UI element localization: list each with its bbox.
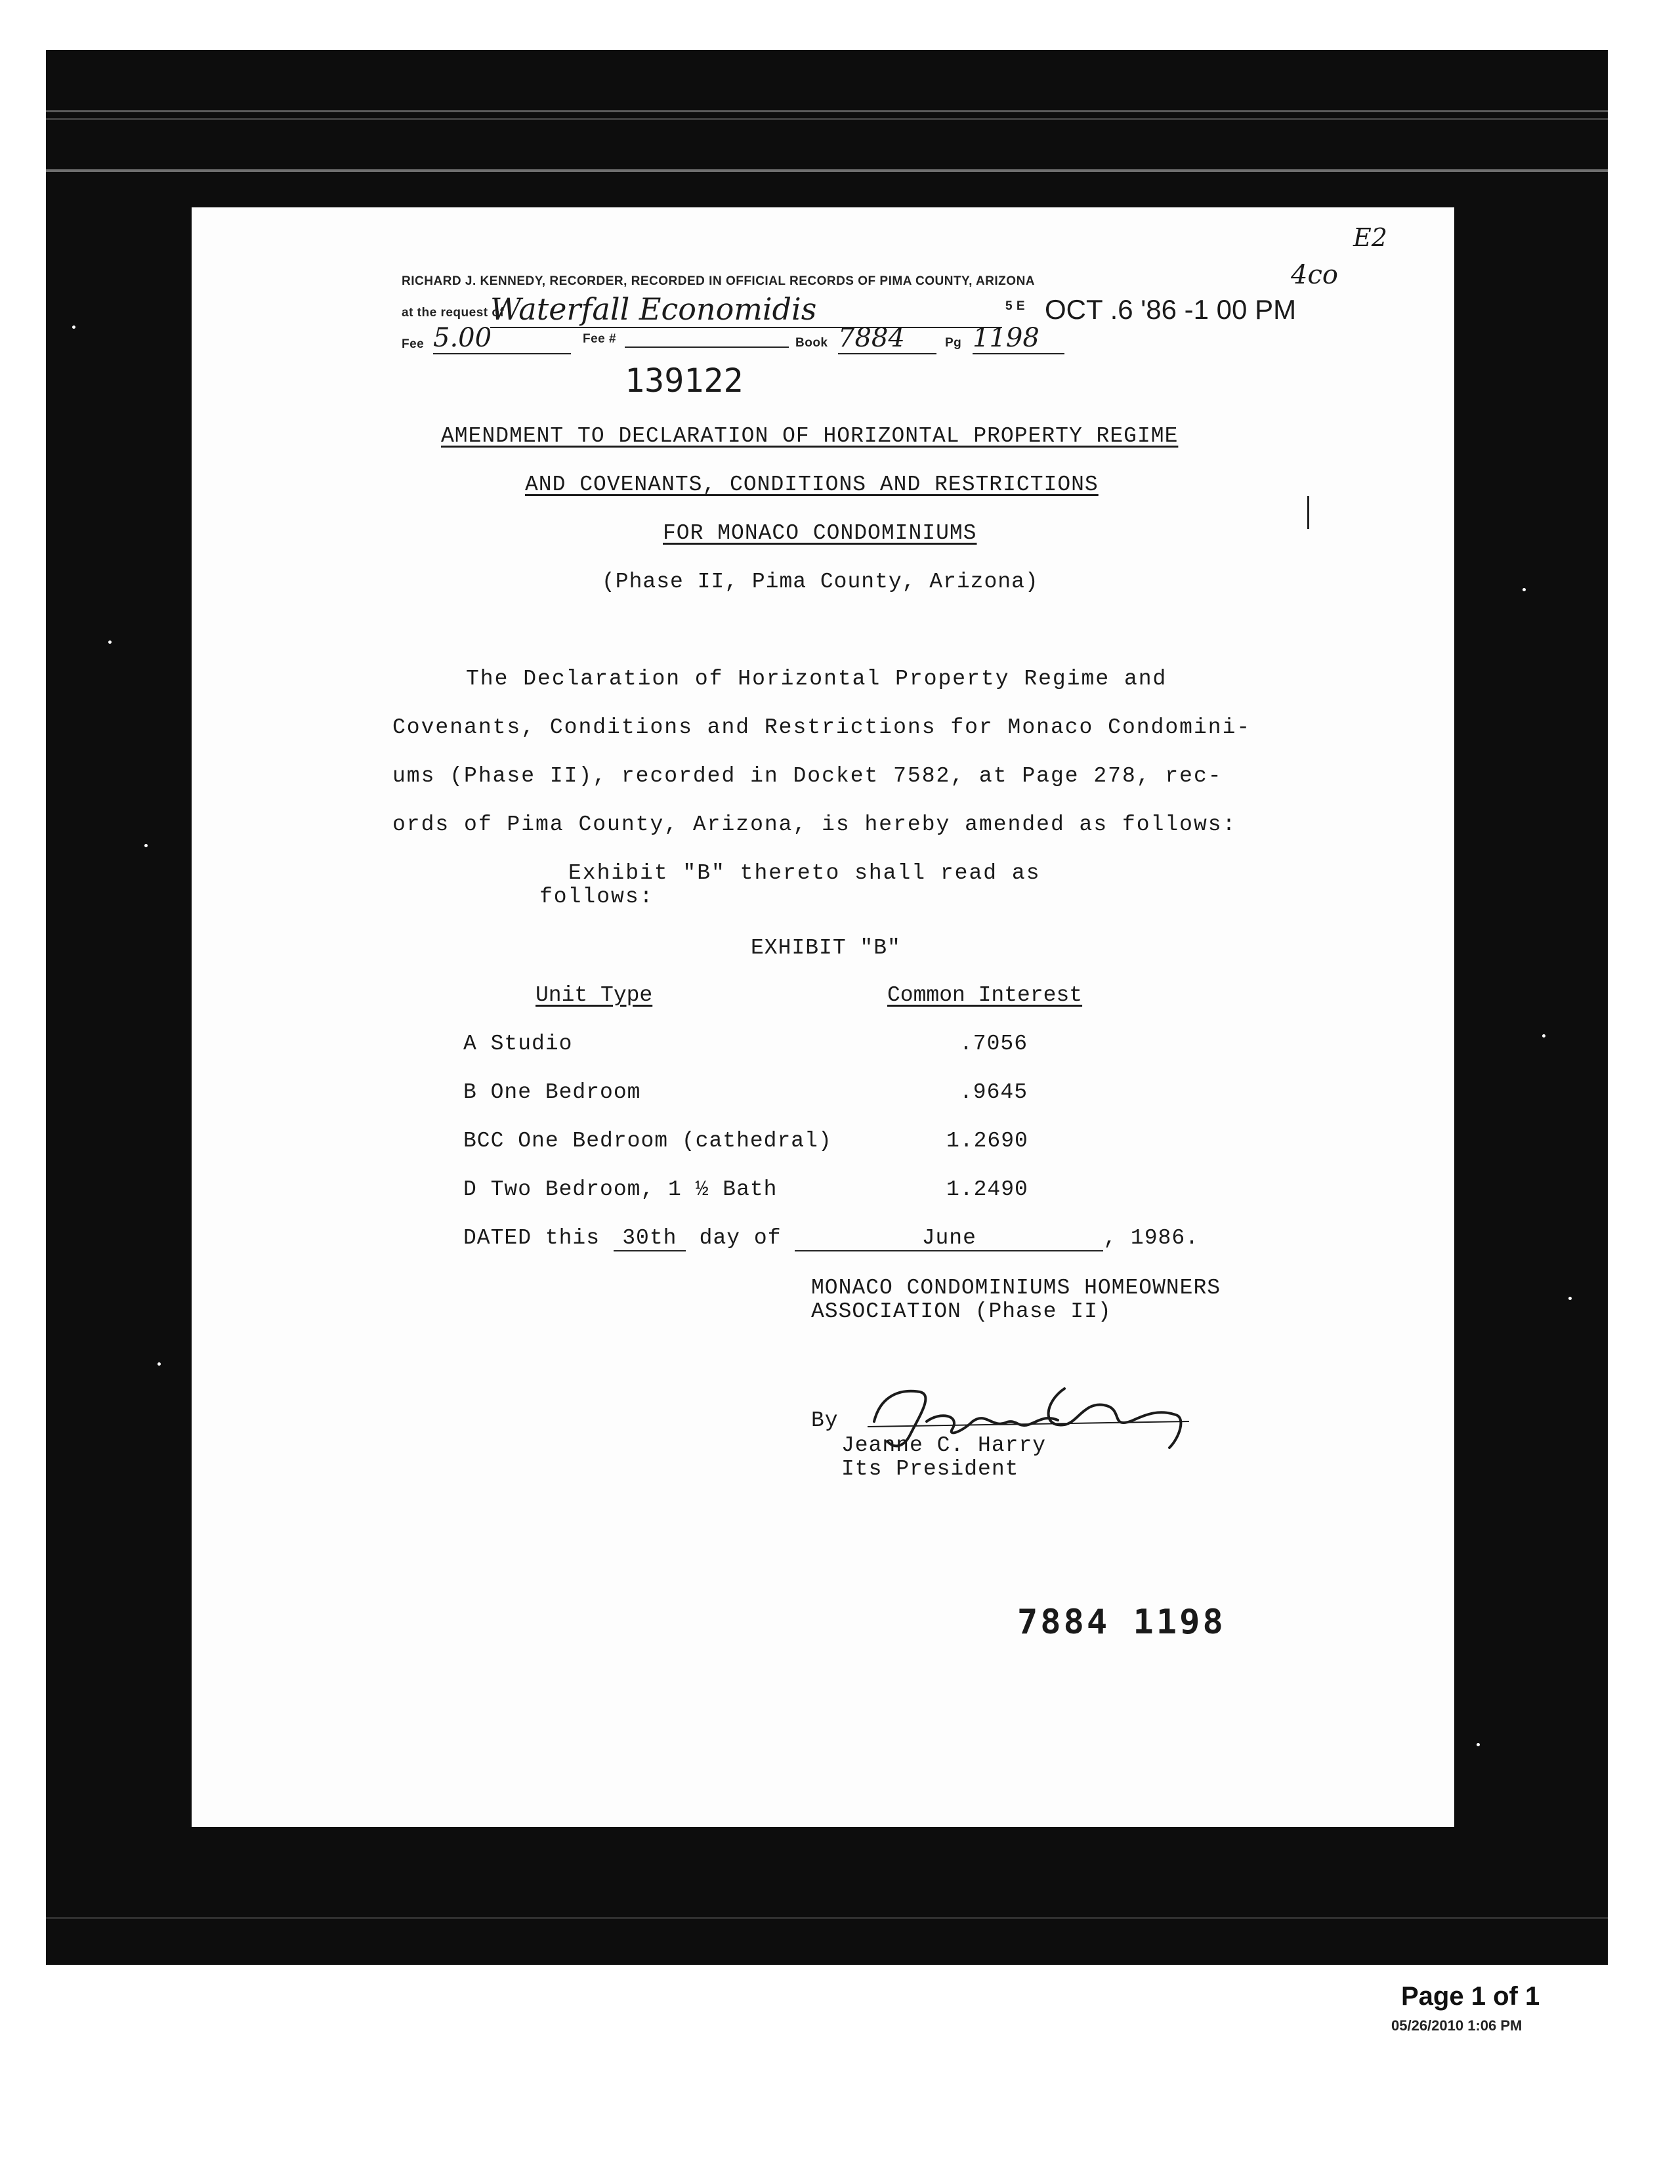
- book-page-number: 7884 1198: [1017, 1603, 1226, 1642]
- exhibit-heading: EXHIBIT "B": [751, 936, 901, 960]
- page-count-label: Page 1 of 1: [1401, 1982, 1540, 2011]
- fee-label: Fee: [402, 337, 425, 351]
- title-line-2: AND COVENANTS, CONDITIONS AND RESTRICTIONS: [525, 472, 1099, 497]
- fee-value: 5.00: [433, 323, 571, 354]
- request-suffix: 5 E: [1005, 299, 1026, 313]
- body-paragraph-1-line-2: Covenants, Conditions and Restrictions for Monaco Condomini-: [392, 715, 1251, 740]
- dated-prefix: DATED this: [463, 1226, 600, 1250]
- body-paragraph-2-line-2: follows:: [539, 885, 654, 909]
- table-row-interest: .7056: [959, 1032, 1028, 1056]
- signer-name: Jeanne C. Harry: [841, 1433, 1047, 1458]
- scan-streak: [46, 118, 1608, 120]
- title-line-1: AMENDMENT TO DECLARATION OF HORIZONTAL PROPERTY REGIME: [441, 424, 1179, 448]
- scan-speck: [1568, 1297, 1572, 1300]
- page-label: Pg: [945, 336, 962, 350]
- fee-number-line: [625, 345, 789, 348]
- dated-day: 30th: [614, 1226, 686, 1251]
- recorder-stamp-line1: RICHARD J. KENNEDY, RECORDER, RECORDED IN OFFICIAL RECORDS OF PIMA COUNTY, ARIZONA: [402, 274, 1036, 288]
- table-row-unit: D Two Bedroom, 1 ½ Bath: [463, 1177, 778, 1202]
- top-corner-mark: E2: [1353, 223, 1387, 252]
- body-paragraph-1-line-1: The Declaration of Horizontal Property Regime and: [466, 667, 1167, 691]
- book-value: 7884: [838, 323, 936, 354]
- title-line-4: (Phase II, Pima County, Arizona): [602, 570, 1039, 594]
- scan-streak: [46, 169, 1608, 172]
- scan-speck: [1477, 1743, 1480, 1746]
- table-row-unit: B One Bedroom: [463, 1080, 641, 1104]
- request-label: at the request of: [402, 306, 505, 320]
- book-label: Book: [795, 336, 828, 350]
- scan-speck: [158, 1362, 161, 1366]
- scan-speck: [72, 326, 75, 329]
- title-line-3: FOR MONACO CONDOMINIUMS: [663, 521, 977, 545]
- body-paragraph-1-line-4: ords of Pima County, Arizona, is hereby amended as follows:: [392, 812, 1237, 837]
- scan-streak: [46, 110, 1608, 112]
- margin-mark: [1307, 496, 1309, 529]
- dated-line: [463, 1226, 1199, 1251]
- scan-streak: [46, 1917, 1608, 1919]
- scan-speck: [144, 844, 148, 847]
- association-line-1: MONACO CONDOMINIUMS HOMEOWNERS: [811, 1276, 1221, 1300]
- scan-speck: [108, 640, 112, 644]
- body-paragraph-2-line-1: Exhibit "B" thereto shall read as: [568, 861, 1041, 885]
- table-row-unit: BCC One Bedroom (cathedral): [463, 1129, 832, 1153]
- table-row-interest: .9645: [959, 1080, 1028, 1104]
- print-timestamp: 05/26/2010 1:06 PM: [1391, 2017, 1522, 2034]
- table-row-interest: 1.2690: [946, 1129, 1028, 1153]
- column-header-unit-type: Unit Type: [536, 983, 653, 1007]
- table-row-unit: A Studio: [463, 1032, 573, 1056]
- page-value: 1198: [973, 323, 1064, 354]
- dated-year: , 1986.: [1103, 1226, 1199, 1250]
- association-line-2: ASSOCIATION (Phase II): [811, 1299, 1112, 1324]
- scan-speck: [1522, 588, 1526, 591]
- scan-speck: [1542, 1034, 1545, 1038]
- body-paragraph-1-line-3: ums (Phase II), recorded in Docket 7582, at Page 278, rec-: [392, 764, 1223, 788]
- signature-by-label: By: [811, 1408, 839, 1433]
- dated-month: June: [795, 1226, 1103, 1251]
- column-header-common-interest: Common Interest: [887, 983, 1083, 1007]
- corner-initials: 4co: [1291, 260, 1338, 290]
- table-row-interest: 1.2490: [946, 1177, 1028, 1202]
- document-number: 139122: [625, 362, 744, 400]
- document-page: [192, 207, 1454, 1827]
- dated-mid: day of: [699, 1226, 782, 1250]
- request-value: Waterfall Economidis: [490, 291, 1002, 328]
- fee-number-label: Fee #: [583, 332, 617, 346]
- recorded-date-time: OCT .6 '86 -1 00 PM: [1045, 294, 1297, 325]
- signer-title: Its President: [841, 1457, 1019, 1481]
